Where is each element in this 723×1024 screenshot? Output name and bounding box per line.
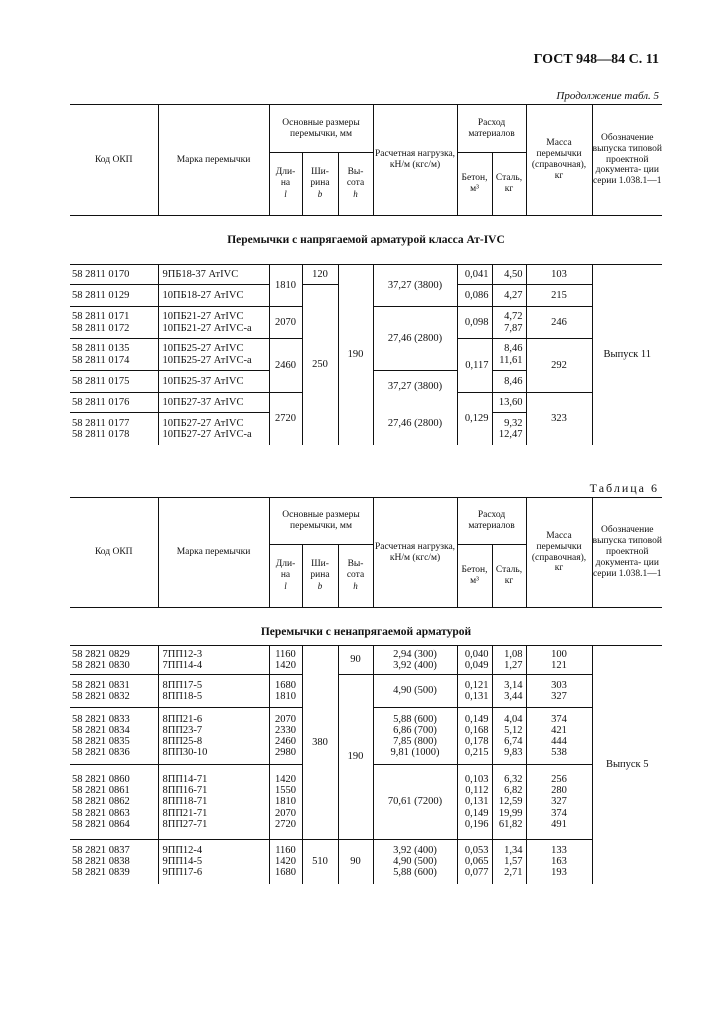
- col-steel: Сталь, кг: [492, 153, 526, 216]
- table6-caption: Таблица 6: [589, 481, 659, 495]
- col-material: Расход материалов: [457, 105, 526, 153]
- table-row: 58 2821 0829 58 2821 0830 7ПП12-3 7ПП14-4 1160 1420 380 90 2,94 (300) 3,92 (400) 0,040 0,049 1,08 1,27 100 121 Выпуск 5: [70, 646, 662, 675]
- col-load: Расчетная нагрузка, кН/м (кгс/м): [373, 105, 457, 216]
- col-concrete: Бетон, м³: [457, 545, 492, 608]
- table-row: 58 2811 0175 10ПБ25-37 АтIVС 37,27 (3800) 8,46: [70, 371, 662, 383]
- table5-header: [70, 104, 662, 216]
- table-row: 58 2811 0177 58 2811 0178 10ПБ27-27 АтIVС 10ПБ27-27 АтIVС-а 9,32 12,47: [70, 413, 662, 429]
- table-row: 58 2811 0129 10ПБ18-27 АтIVС 250 0,086 4,27 215: [70, 285, 662, 307]
- table-row: 27,46 (2800): [70, 403, 662, 413]
- col-code: Код ОКП: [94, 154, 133, 165]
- table6-section-title: Перемычки с ненапрягаемой арматурой: [260, 626, 472, 638]
- col-mass: Масса перемычки (справочная), кг: [526, 498, 592, 608]
- table6-body: [70, 645, 662, 884]
- table-row: 58 2821 0837 58 2821 0838 58 2821 0839 9ПП12-4 9ПП14-5 9ПП17-6 1160 1420 1680 510 90 3,92 (400) 4,90 (500) 5,88 (600) 0,053 0,065 0,077 1,34 1,57 2,71 133 163 193: [70, 840, 662, 884]
- col-material: Расход материалов: [457, 498, 526, 545]
- col-mass: Масса перемычки (справочная), кг: [526, 105, 592, 216]
- col-mark: Марка перемычки: [158, 105, 269, 216]
- table-row: 58 2811 0176 10ПБ27-37 АтIVС 2720 0,129 13,60 323: [70, 393, 662, 403]
- col-dims: Основные размеры перемычки, мм: [269, 498, 373, 545]
- table5-designation: Выпуск 11: [592, 265, 662, 445]
- col-load: Расчетная нагрузка, кН/м (кгс/м): [373, 498, 457, 608]
- col-width: Ши- рина b: [302, 545, 338, 608]
- table-row: 58 2821 0860 58 2821 0861 58 2821 0862 58 2821 0863 58 2821 0864 8ПП14-71 8ПП16-71 8ПП18-71 8ПП21-71 8ПП27-71 1420 1550 1810 2070 2720 70,61 (7200) 0,103 0,112 0,131 0,149 0,196 6,32 6,82 12,59 19,99 61,82 256 280 327 374 491: [70, 765, 662, 840]
- col-width: Ши- рина b: [302, 153, 338, 216]
- col-length: Дли- на l: [269, 153, 302, 216]
- table5-section-title: Перемычки с напрягаемой арматурой класса Ат-IVС: [227, 234, 505, 246]
- table5-body: [70, 264, 662, 445]
- col-height: Вы- сота h: [338, 545, 373, 608]
- col-concrete: Бетон, м³: [457, 153, 492, 216]
- col-designation: Обозначение выпуска типовой проектной документа- ции серии 1.038.1—1: [592, 498, 662, 608]
- table-continuation-label: Продолжение табл. 5: [556, 90, 659, 102]
- table-row: 58 2811 0170 9ПБ18-37 АтIVС 1810 120 190 37,27 (3800) 0,041 4,50 103 Выпуск 11: [70, 265, 662, 285]
- col-mark: Марка перемычки: [158, 498, 269, 608]
- page-header: ГОСТ 948—84 С. 11: [533, 52, 659, 67]
- table-row: 58 2821 0831 58 2821 0832 8ПП17-5 8ПП18-5 1680 1810 190 4,90 (500) 0,121 0,131 3,14 3,44 303 327: [70, 675, 662, 708]
- col-height: Вы- сота h: [338, 153, 373, 216]
- table-row: 58 2821 0833 58 2821 0834 58 2821 0835 58 2821 0836 8ПП21-6 8ПП23-7 8ПП25-8 8ПП30-10 2070 2330 2460 2980 5,88 (600) 6,86 (700) 7,85 (800) 9,81 (1000) 0,149 0,168 0,178 0,215 4,04 5,12 6,74 9,83 374 421 444 538: [70, 708, 662, 765]
- col-dims: Основные размеры перемычки, мм: [269, 105, 373, 153]
- table6-header: [70, 497, 662, 608]
- col-code: Код ОКП: [94, 547, 133, 558]
- table6-designation: Выпуск 5: [592, 646, 662, 884]
- col-length: Дли- на l: [269, 545, 302, 608]
- col-designation: Обозначение выпуска типовой проектной документа- ции серии 1.038.1—1: [592, 105, 662, 216]
- table-row: 58 2811 0135 58 2811 0174 10ПБ25-27 АтIVС 10ПБ25-27 АтIVС-а 2460 0,117 8,46 11,61 292: [70, 339, 662, 355]
- col-steel: Сталь, кг: [492, 545, 526, 608]
- table-row: 58 2811 0171 58 2811 0172 10ПБ21-27 АтIVС 10ПБ21-27 АтIVС-а 2070 27,46 (2800) 0,098 4,72 7,87 246: [70, 307, 662, 339]
